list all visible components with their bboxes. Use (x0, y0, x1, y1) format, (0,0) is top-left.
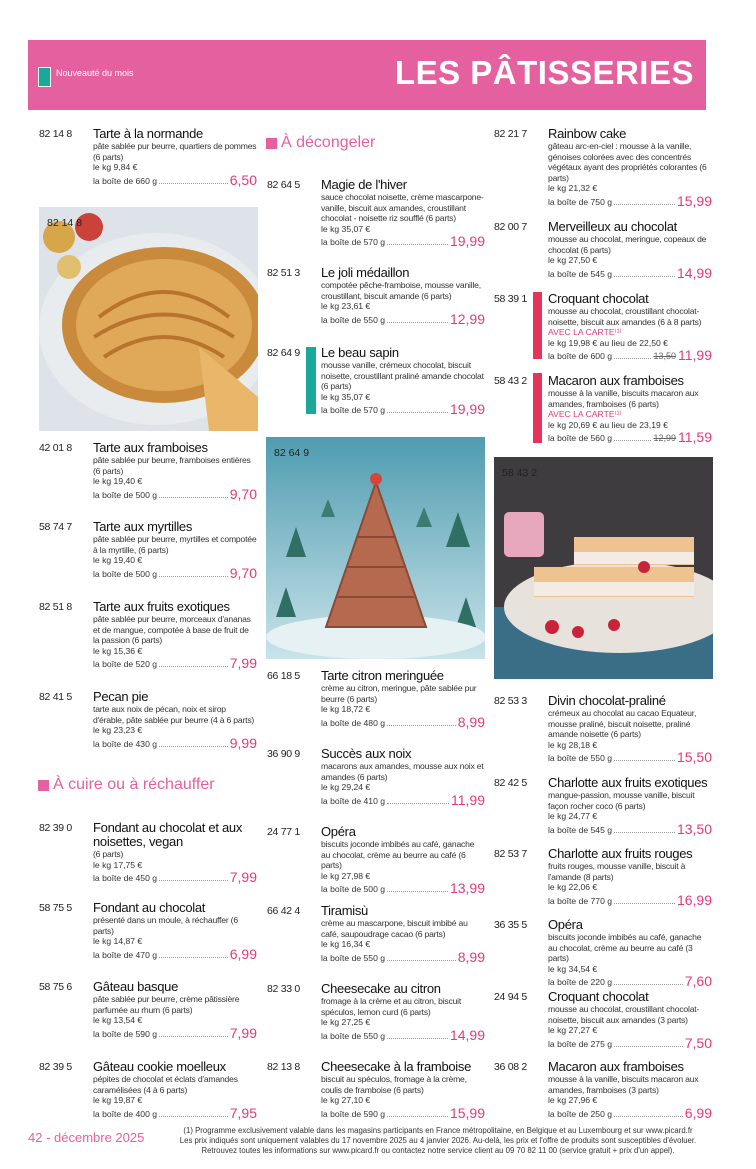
promo-marker (533, 373, 542, 443)
product-name: Divin chocolat-praliné (548, 693, 666, 708)
product-package: la boîte de 275 g (548, 1038, 613, 1049)
product-price: 9,70 (229, 485, 257, 502)
product-code: 58 75 6 (39, 981, 72, 993)
product-package: la boîte de 470 g (93, 949, 158, 960)
product-description: fruits rouges, mousse vanille, biscuit à l'amande (8 parts) (548, 861, 686, 882)
product-code: 36 08 2 (494, 1061, 527, 1073)
apple-tart-illustration (39, 207, 258, 431)
product-price-per-kg: le kg 19,40 € (93, 555, 143, 565)
product-price-per-kg: le kg 24,77 € (548, 811, 598, 821)
photo-code-label: 82 14 8 (47, 217, 83, 229)
product-price-per-kg: le kg 35,07 € (321, 391, 371, 402)
product-price-per-kg: le kg 27,96 € (548, 1095, 598, 1105)
product-description: sauce chocolat noisette, crème mascarpone-vanille, biscuit aux amandes, croustillant chocolat - noisette riz soufflé (6 parts) (321, 192, 484, 223)
product-package: la boîte de 480 g (321, 717, 386, 728)
product-name: Tarte aux framboises (93, 440, 208, 455)
section-square-icon (38, 780, 49, 791)
product-package: la boîte de 750 g (548, 196, 613, 207)
new-badge-marker (38, 67, 51, 87)
product-description: tarte aux noix de pécan, noix et sirop d'érable, pâte sablée pur beurre (4 à 6 parts) (93, 704, 255, 725)
product-price-per-kg: le kg 17,75 € (93, 859, 143, 870)
product-price-per-kg: le kg 19,98 € au lieu de 22,50 € (548, 337, 668, 348)
product-name: Tarte aux fruits exotiques (93, 599, 230, 614)
product-description: pâte sablée pur beurre, myrtilles et compotée à la myrtille, (6 parts) (93, 534, 257, 555)
product-price-per-kg: le kg 29,24 € (321, 782, 371, 792)
product-code: 82 21 7 (494, 128, 527, 140)
product-name: Croquant chocolat (548, 989, 649, 1004)
product-description: biscuits joconde imbibés au café, ganache au chocolat, crème au beurre au café (6 parts) (321, 839, 475, 870)
product-description: mousse vanille, crémeux chocolat, biscuit noisette, croustillant praliné amande chocolat (6 parts) (321, 360, 484, 391)
raspberry-macaron-cake-illustration (494, 457, 713, 679)
product-price: 11,99 (678, 347, 712, 363)
product-price: 7,95 (229, 1104, 257, 1121)
product-code: 42 01 8 (39, 442, 72, 454)
product-name: Magie de l'hiver (321, 177, 407, 192)
new-badge-label: Nouveauté du mois (56, 68, 134, 78)
product-description: présenté dans un moule, à réchauffer (6 parts) (93, 915, 238, 936)
product-description: mousse à la vanille, biscuits macaron aux amandes, framboises (6 parts) (548, 388, 699, 409)
photo-code-label: 82 64 9 (274, 447, 310, 459)
product-package: la boîte de 560 g (548, 433, 613, 443)
product-price: 15,99 (676, 192, 712, 209)
product-code: 66 18 5 (267, 670, 300, 682)
product-package: la boîte de 550 g (321, 952, 386, 963)
loyalty-card-label: AVEC LA CARTE⁽¹⁾ (548, 409, 622, 419)
product-package: la boîte de 770 g (548, 895, 613, 906)
product-code: 82 13 8 (267, 1061, 300, 1073)
product-price: 6,99 (229, 945, 257, 962)
product-price-per-kg: le kg 27,50 € (548, 255, 598, 265)
product-price-per-kg: le kg 27,27 € (548, 1025, 598, 1035)
footer-note-line[interactable]: Retrouvez toutes les informations sur www.picard.fr ou contactez notre service client au 09 70 82 11 00 (service gratuit + prix d'un appel). (201, 1146, 675, 1155)
product-price-per-kg: le kg 34,54 € (548, 963, 598, 974)
product-name: Macaron aux framboises (548, 373, 684, 388)
product-code: 24 77 1 (267, 826, 300, 838)
product-name: Croquant chocolat (548, 291, 649, 306)
product-name: Fondant au chocolat et aux noisettes, vegan (93, 820, 243, 849)
product-package: la boîte de 550 g (321, 1030, 386, 1041)
product-price: 7,50 (684, 1034, 712, 1051)
product-name: Tarte citron meringuée (321, 668, 444, 683)
product-price-per-kg: le kg 28,18 € (548, 739, 598, 750)
product-name: Tarte aux myrtilles (93, 519, 193, 534)
product-description: biscuits joconde imbibés au café, ganache au chocolat, crème au beurre au café (3 parts) (548, 932, 702, 963)
product-name: Fondant au chocolat (93, 900, 206, 915)
product-description: pâte sablée pur beurre, framboises entières (6 parts) (93, 455, 251, 476)
product-price: 7,99 (229, 869, 257, 885)
product-price: 8,99 (457, 713, 485, 730)
product-description: compotée pêche-framboise, mousse vanille, croustillant, biscuit amande (6 parts) (321, 280, 481, 301)
product-name: Merveilleux au chocolat (548, 219, 677, 234)
product-price: 13,50 (676, 820, 712, 837)
product-package: la boîte de 220 g (548, 977, 613, 987)
product-description: fromage à la crème et au citron, biscuit spéculos, lemon curd (6 parts) (321, 996, 462, 1017)
product-price: 7,99 (229, 655, 257, 671)
product-code: 58 43 2 (494, 375, 527, 387)
product-code: 36 35 5 (494, 919, 527, 931)
page-number: 42 - décembre 2025 (28, 1130, 145, 1145)
product-code: 66 42 4 (267, 905, 300, 917)
product-price: 15,99 (449, 1104, 485, 1121)
product-package: la boîte de 600 g (548, 351, 613, 361)
product-name: Succès aux noix (321, 746, 412, 761)
product-price-per-kg: le kg 13,54 € (93, 1015, 143, 1025)
product-description: pâte sablée pur beurre, crème pâtissière parfumée au rhum (6 parts) (93, 994, 240, 1015)
product-name: Charlotte aux fruits exotiques (548, 775, 708, 790)
product-description: mangue-passion, mousse vanille, biscuit façon rocher coco (6 parts) (548, 790, 695, 811)
product-price-per-kg: le kg 22,06 € (548, 882, 598, 892)
page-title: LES PÂTISSERIES (394, 54, 694, 91)
product-package: la boîte de 450 g (93, 873, 158, 883)
product-code: 82 64 5 (267, 179, 300, 191)
product-description: pâte sablée pur beurre, morceaux d'ananas et de mangue, compotée à base de fruit de la passion (6 parts) (93, 614, 251, 645)
product-name: Opéra (321, 824, 356, 839)
product-code: 82 33 0 (267, 983, 300, 995)
product-package: la boîte de 500 g (321, 884, 386, 894)
section-cuire-label: À cuire ou à réchauffer (53, 776, 215, 793)
section-cuire (38, 776, 215, 794)
product-package: la boîte de 410 g (321, 795, 386, 806)
footer-notes (158, 1126, 718, 1156)
photo-macaron-framboises (494, 457, 713, 679)
product-code: 82 14 8 (39, 128, 72, 140)
product-old-price: 13,50 (653, 351, 676, 361)
new-product-marker (306, 347, 316, 414)
product-name: Tarte à la normande (93, 126, 203, 141)
product-price: 16,99 (676, 891, 712, 908)
product-price: 7,60 (684, 973, 712, 989)
product-code: 82 64 9 (267, 347, 300, 359)
product-price-per-kg: le kg 27,10 € (321, 1095, 371, 1105)
product-description: mousse au chocolat, croustillant chocolat-noisette, biscuit aux amandes (3 parts) (548, 1004, 700, 1025)
product-name: Charlotte aux fruits rouges (548, 846, 693, 861)
photo-code-label: 58 43 2 (502, 467, 538, 479)
product-description: gâteau arc-en-ciel : mousse à la vanille, génoises colorées avec des concentrés végétaux ayant des propriétés colorantes (6 parts) (548, 141, 707, 183)
product-price: 9,70 (229, 564, 257, 581)
product-package: la boîte de 520 g (93, 659, 158, 669)
product-price: 9,99 (229, 734, 257, 751)
section-decongeler-label: À décongeler (281, 134, 376, 151)
product-price: 13,99 (449, 880, 485, 896)
product-price: 11,99 (451, 791, 485, 808)
product-code: 82 39 0 (39, 822, 72, 834)
product-price-per-kg: le kg 23,61 € (321, 301, 371, 311)
photo-beau-sapin (266, 437, 485, 659)
product-package: la boîte de 570 g (321, 237, 386, 247)
loyalty-card-label: AVEC LA CARTE⁽¹⁾ (548, 327, 622, 337)
product-price: 6,50 (229, 171, 257, 188)
product-package: la boîte de 250 g (548, 1108, 613, 1119)
product-description: pépites de chocolat et éclats d'amandes caramélisées (4 à 6 parts) (93, 1074, 238, 1095)
product-name: Tiramisù (321, 903, 368, 918)
product-name: Le joli médaillon (321, 265, 410, 280)
section-square-icon (266, 138, 277, 149)
product-price: 14,99 (449, 1026, 485, 1043)
product-description: crémeux au chocolat au cacao Equateur, mousse praliné, biscuit noisette, praliné amande noisette (6 parts) (548, 708, 697, 739)
christmas-tree-cake-illustration (266, 437, 485, 659)
product-price-per-kg: le kg 14,87 € (93, 936, 143, 946)
product-name: Le beau sapin (321, 345, 399, 360)
product-package: la boîte de 590 g (321, 1108, 386, 1119)
product-description: crème au mascarpone, biscuit imbibé au café, saupoudrage cacao (6 parts) (321, 918, 468, 939)
product-price-per-kg: le kg 18,72 € (321, 704, 371, 714)
product-package: la boîte de 500 g (93, 568, 158, 579)
product-package: la boîte de 545 g (548, 824, 613, 835)
product-package: la boîte de 570 g (321, 405, 386, 415)
page-header (28, 40, 706, 110)
product-package: la boîte de 545 g (548, 268, 613, 279)
product-description: mousse au chocolat, meringue, copeaux de chocolat (6 parts) (548, 234, 707, 255)
product-description: biscuit au spéculos, fromage à la crème, coulis de framboise (6 parts) (321, 1074, 467, 1095)
product-package: la boîte de 550 g (548, 753, 613, 763)
product-code: 82 51 8 (39, 601, 72, 613)
product-name: Gâteau cookie moelleux (93, 1059, 226, 1074)
section-decongeler (266, 134, 375, 152)
product-name: Gâteau basque (93, 979, 179, 994)
footer-note-line: Les prix indiqués sont uniquement valables du 17 novembre 2025 au 4 janvier 2026. Au-delà, les prix et l'offre de produits sont susceptibles d'évoluer. (179, 1136, 697, 1145)
product-price: 7,99 (229, 1024, 257, 1041)
product-package: la boîte de 400 g (93, 1108, 158, 1119)
product-price-per-kg: le kg 23,23 € (93, 725, 143, 735)
product-old-price: 12,99 (653, 433, 676, 443)
product-name: Cheesecake à la framboise (321, 1059, 472, 1074)
product-name: Opéra (548, 917, 583, 932)
product-code: 82 41 5 (39, 691, 72, 703)
promo-marker (533, 292, 542, 359)
product-price-per-kg: le kg 35,07 € (321, 223, 371, 234)
product-code: 24 94 5 (494, 991, 527, 1003)
product-price-per-kg: le kg 20,69 € au lieu de 23,19 € (548, 419, 668, 430)
product-price-per-kg: le kg 16,34 € (321, 939, 371, 949)
product-price-per-kg: le kg 21,32 € (548, 183, 598, 193)
product-package: la boîte de 550 g (321, 314, 386, 325)
product-price: 12,99 (449, 310, 485, 327)
product-price-per-kg: le kg 19,87 € (93, 1095, 143, 1105)
product-code: 82 53 3 (494, 695, 527, 707)
footer-note-line: (1) Programme exclusivement valable dans les magasins participants en France métropolitaine, en Belgique et au Luxembourg et sur www.picard.fr (183, 1126, 693, 1135)
product-package: la boîte de 590 g (93, 1028, 158, 1039)
product-price-per-kg: le kg 15,36 € (93, 645, 143, 656)
product-name: Macaron aux framboises (548, 1059, 684, 1074)
product-price-per-kg: le kg 27,98 € (321, 870, 371, 881)
product-description: mousse au chocolat, croustillant chocolat-noisette, biscuit aux amandes (6 à 8 parts) (548, 306, 702, 327)
product-name: Pecan pie (93, 689, 149, 704)
product-price: 14,99 (676, 264, 712, 281)
product-name: Cheesecake au citron (321, 981, 441, 996)
product-name: Rainbow cake (548, 126, 627, 141)
product-price: 6,99 (684, 1104, 712, 1121)
product-package: la boîte de 500 g (93, 489, 158, 500)
product-price: 11,59 (678, 429, 712, 445)
product-price-per-kg: le kg 19,40 € (93, 476, 143, 486)
product-price: 19,99 (449, 401, 485, 417)
product-price: 19,99 (449, 233, 485, 249)
product-price-per-kg: le kg 9,84 € (93, 162, 138, 172)
product-description: mousse à la vanille, biscuits macaron aux amandes, framboises (3 parts) (548, 1074, 699, 1095)
product-code: 36 90 9 (267, 748, 300, 760)
product-code: 82 51 3 (267, 267, 300, 279)
product-price-per-kg: le kg 27,25 € (321, 1017, 371, 1027)
product-code: 82 42 5 (494, 777, 527, 789)
product-price: 15,50 (676, 749, 712, 765)
product-code: 58 75 5 (39, 902, 72, 914)
product-code: 58 74 7 (39, 521, 72, 533)
product-description: macarons aux amandes, mousse aux noix et amandes (6 parts) (321, 761, 484, 782)
photo-tarte-normande (39, 207, 258, 431)
product-package: la boîte de 660 g (93, 175, 158, 186)
product-description: crème au citron, meringue, pâte sablée pur beurre (6 parts) (321, 683, 477, 704)
product-code: 82 39 5 (39, 1061, 72, 1073)
product-code: 58 39 1 (494, 293, 527, 305)
product-description: (6 parts) (93, 849, 124, 859)
product-price: 8,99 (457, 948, 485, 965)
product-code: 82 00 7 (494, 221, 527, 233)
product-description: pâte sablée pur beurre, quartiers de pommes (6 parts) (93, 141, 257, 162)
product-code: 82 53 7 (494, 848, 527, 860)
product-package: la boîte de 430 g (93, 738, 158, 749)
